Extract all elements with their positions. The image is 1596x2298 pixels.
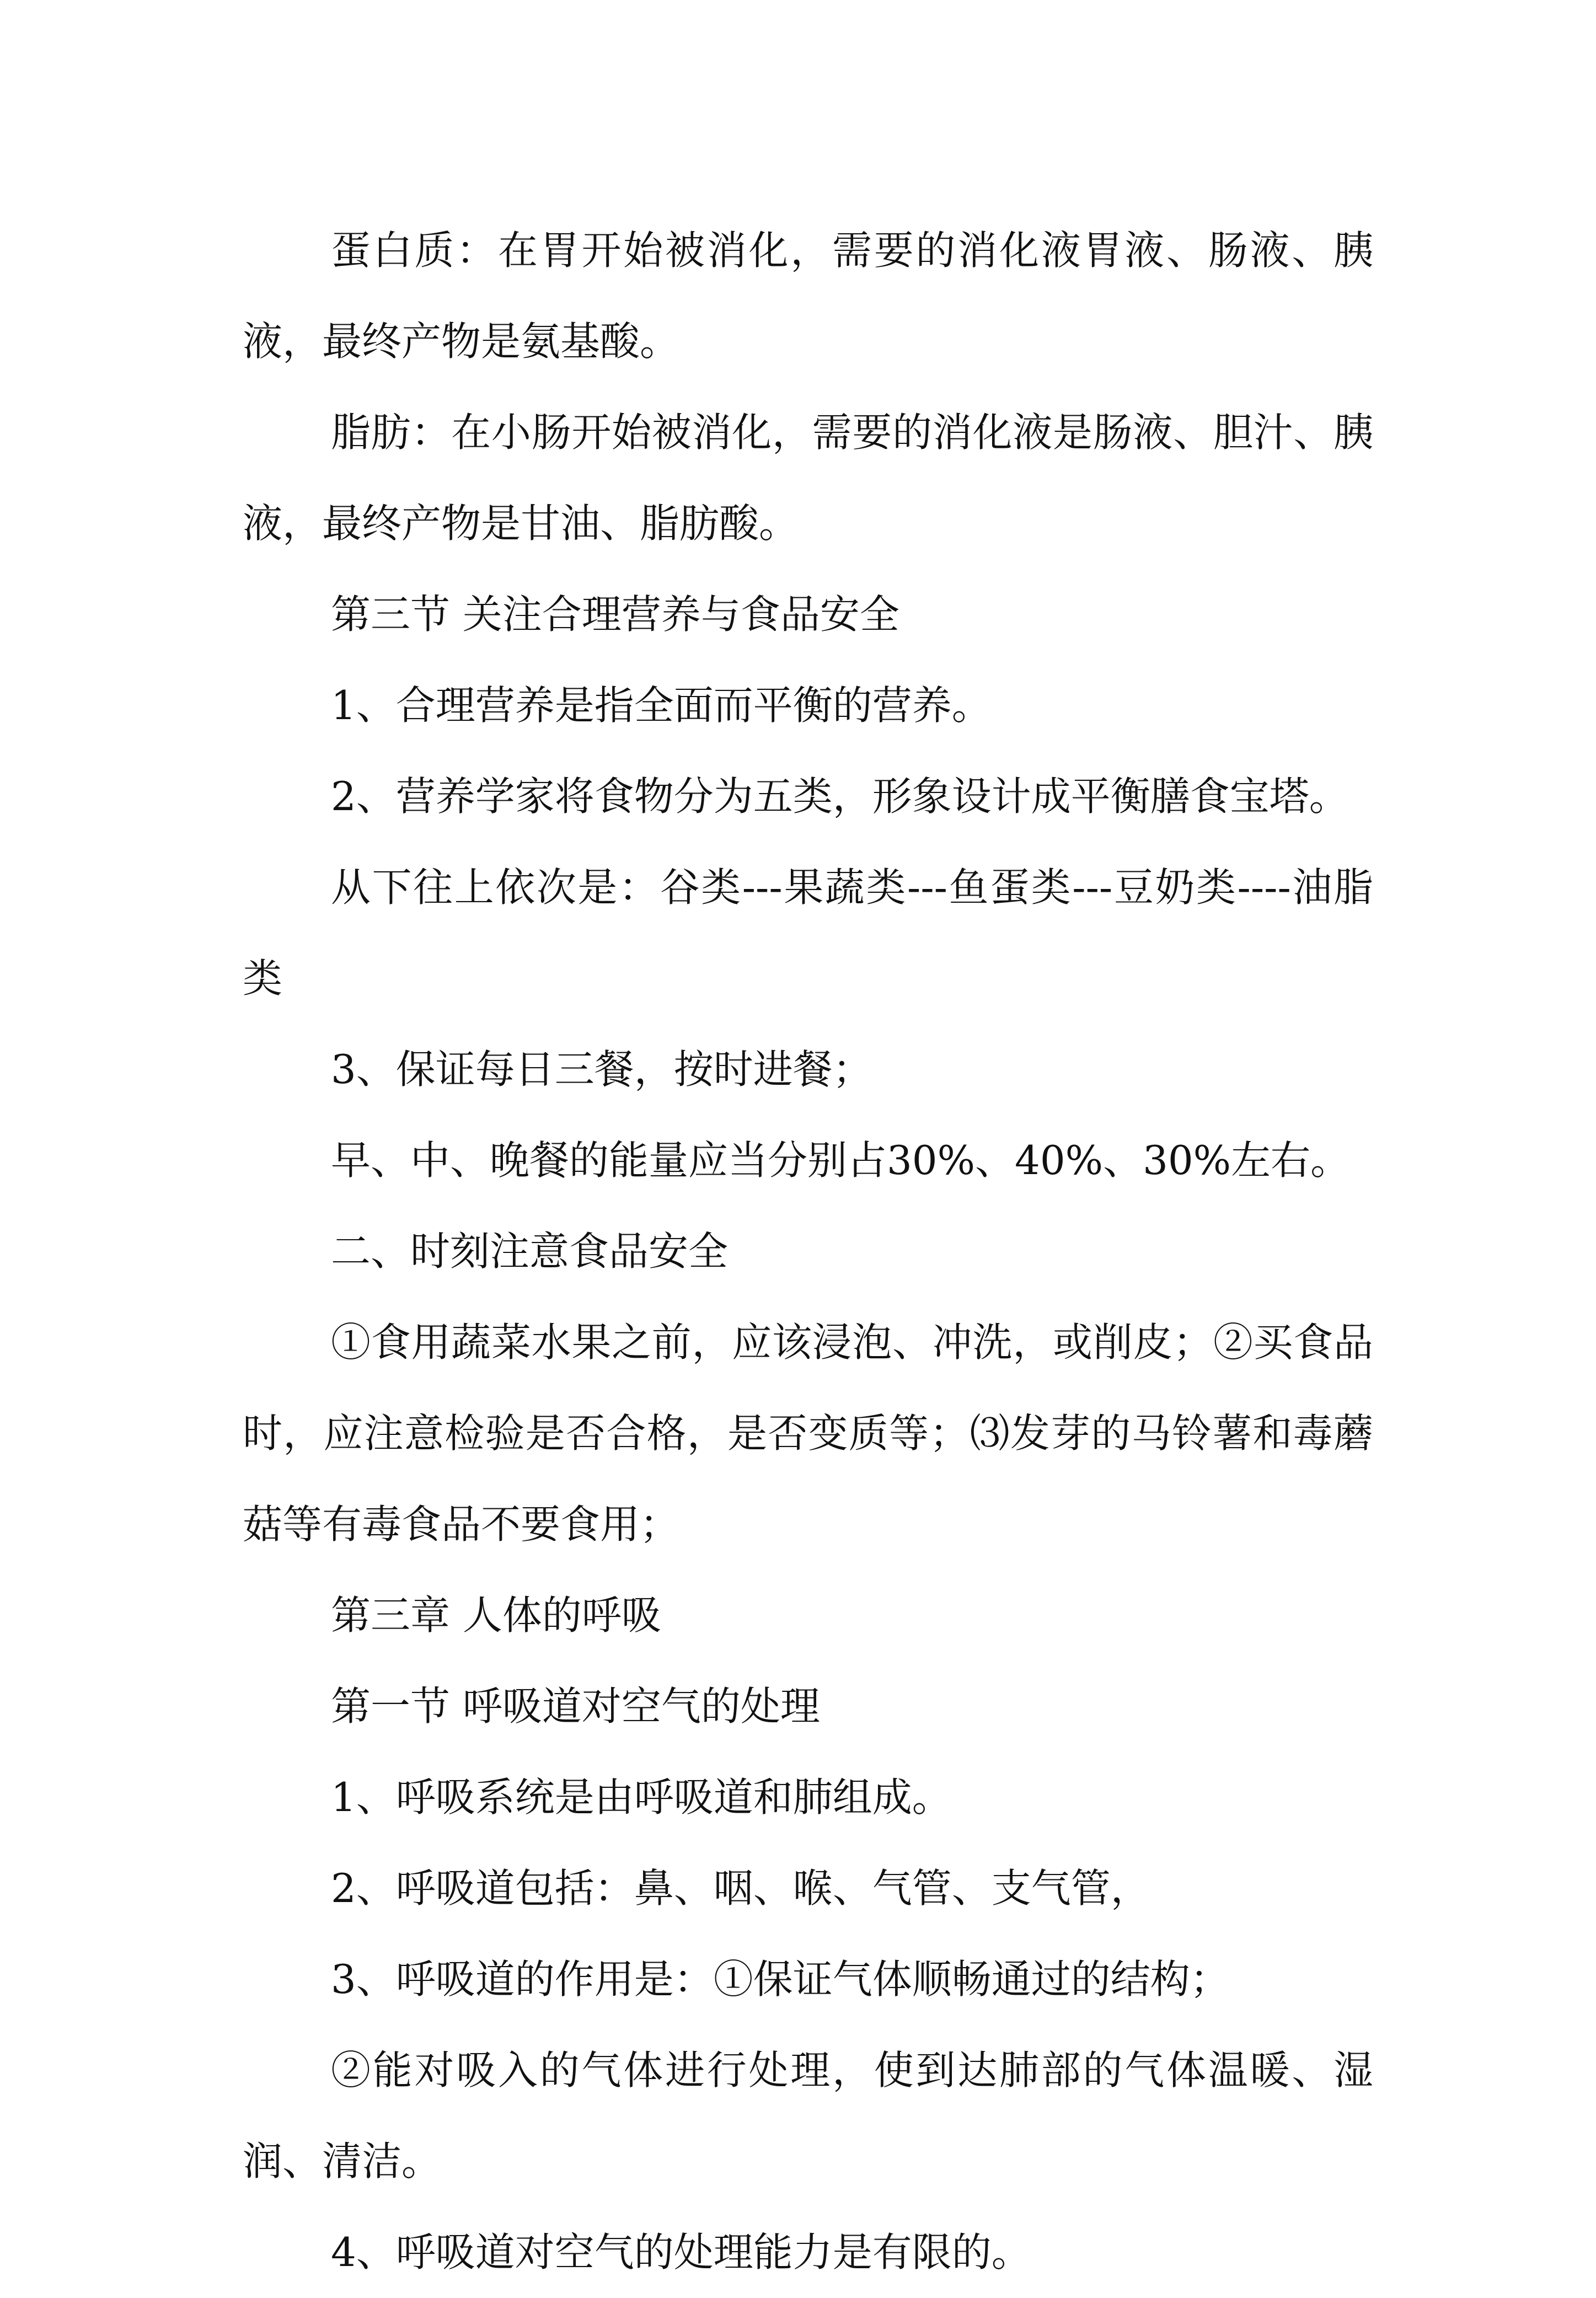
section-heading-respiratory-tract: 第一节 呼吸道对空气的处理 <box>331 1683 820 1729</box>
paragraph-pagoda-order: 从下往上依次是：谷类---果蔬类---鱼蛋类---豆奶类----油脂类 <box>243 864 1373 1001</box>
paragraph-meal-energy-ratio: 早、中、晚餐的能量应当分别占30%、40%、30%左右。 <box>331 1137 1351 1183</box>
paragraph-fat-digestion: 脂肪：在小肠开始被消化，需要的消化液是肠液、胆汁、胰液，最终产物是甘油、脂肪酸。 <box>243 409 1373 547</box>
document-body <box>243 205 1373 2298</box>
paragraph-food-safety-rules: ①食用蔬菜水果之前，应该浸泡、冲洗，或削皮；②买食品时，应注意检验是否合格，是否变质等；⑶发芽的马铃薯和毒蘑菇等有毒食品不要食用； <box>243 1319 1373 1547</box>
paragraph-respiratory-tract-function: 3、呼吸道的作用是：①保证气体顺畅通过的结构； <box>331 1956 1230 2002</box>
paragraph-three-meals: 3、保证每日三餐，按时进餐； <box>331 1046 872 1092</box>
paragraph-protein-digestion: 蛋白质：在胃开始被消化，需要的消化液胃液、肠液、胰液，最终产物是氨基酸。 <box>243 227 1373 365</box>
paragraph-respiratory-system: 1、呼吸系统是由呼吸道和肺组成。 <box>331 1774 952 1820</box>
paragraph-air-processing: ②能对吸入的气体进行处理，使到达肺部的气体温暖、湿润、清洁。 <box>243 2047 1373 2184</box>
paragraph-limited-capacity: 4、呼吸道对空气的处理能力是有限的。 <box>331 2229 1031 2275</box>
heading-food-safety: 二、时刻注意食品安全 <box>331 1228 729 1274</box>
paragraph-respiratory-tract-parts: 2、呼吸道包括：鼻、咽、喉、气管、支气管， <box>331 1865 1150 1911</box>
paragraph-food-pagoda: 2、营养学家将食物分为五类，形象设计成平衡膳食宝塔。 <box>331 773 1349 819</box>
paragraph-reasonable-nutrition: 1、合理营养是指全面而平衡的营养。 <box>331 682 992 728</box>
section-heading-nutrition-food-safety: 第三节 关注合理营养与食品安全 <box>331 591 899 638</box>
chapter-heading-respiration: 第三章 人体的呼吸 <box>331 1592 661 1638</box>
